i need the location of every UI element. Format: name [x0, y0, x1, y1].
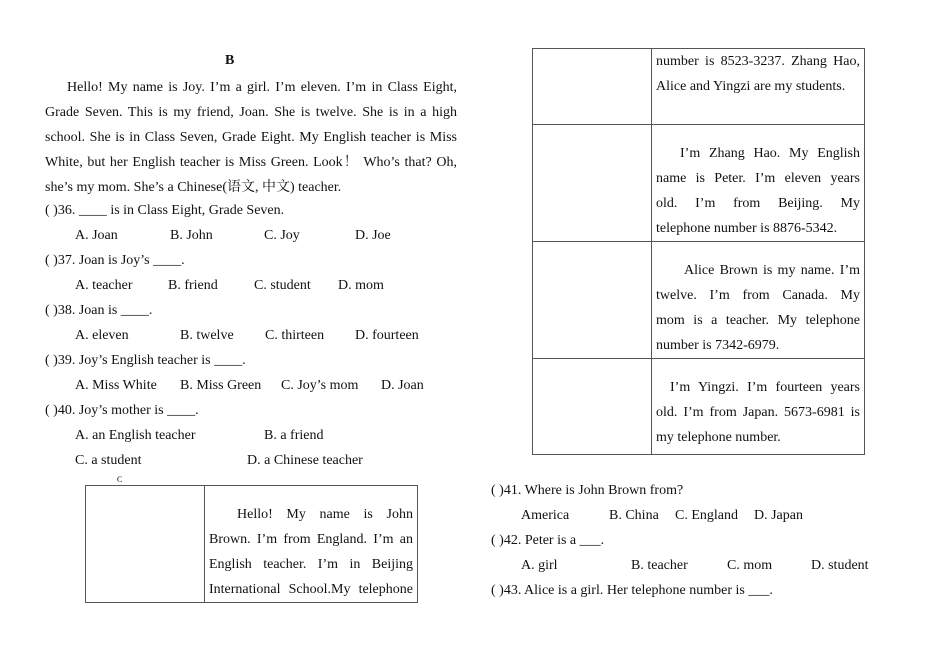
section-b-title: B	[225, 53, 235, 68]
option-39a: A. Miss White	[75, 378, 157, 393]
text-cell	[652, 242, 865, 359]
section-c-label: C	[117, 475, 123, 484]
card-line: International School.My telephone	[209, 582, 413, 597]
question-38: ( )38. Joan is ____.	[45, 303, 153, 318]
option-36b: B. John	[170, 228, 213, 243]
card-line: number is 7342-6979.	[656, 338, 780, 353]
option-38b: B. twelve	[180, 328, 234, 343]
text-cell	[652, 125, 865, 242]
info-table-right	[532, 48, 865, 455]
text-cell	[205, 486, 418, 603]
question-39: ( )39. Joy’s English teacher is ____.	[45, 353, 246, 368]
option-38d: D. fourteen	[355, 328, 419, 343]
passage-line: she’s my mom. She’s a Chinese(语文, 中文) teacher.	[45, 180, 342, 195]
photo-cell	[533, 125, 652, 242]
option-40a: A. an English teacher	[75, 428, 196, 443]
question-43: ( )43. Alice is a girl. Her telephone number is ___.	[491, 583, 773, 598]
card-line: English teacher. I’m in Beijing	[209, 557, 413, 572]
option-36a: A. Joan	[75, 228, 118, 243]
option-39d: D. Joan	[381, 378, 424, 393]
question-37: ( )37. Joan is Joy’s ____.	[45, 253, 185, 268]
card-line: old. I’m from Beijing. My	[656, 196, 860, 211]
option-40b: B. a friend	[264, 428, 324, 443]
option-41c: C. England	[675, 508, 738, 523]
option-36d: D. Joe	[355, 228, 391, 243]
card-line: number is 8523-3237. Zhang Hao,	[656, 54, 860, 69]
card-line: twelve. I’m from Canada. My	[656, 288, 860, 303]
card-line: Alice Brown is my name. I’m	[684, 263, 860, 278]
option-42a: A. girl	[521, 558, 558, 573]
reading-passage	[45, 75, 457, 200]
photo-cell	[86, 486, 205, 603]
photo-cell	[533, 242, 652, 359]
option-37d: D. mom	[338, 278, 384, 293]
passage-line: school. She is in Class Seven, Grade Eight. My English teacher is Miss	[45, 130, 457, 145]
card-line: name is Peter. I’m eleven years	[656, 171, 860, 186]
question-40: ( )40. Joy’s mother is ____.	[45, 403, 199, 418]
option-42b: B. teacher	[631, 558, 688, 573]
option-40c: C. a student	[75, 453, 142, 468]
photo-cell	[533, 49, 652, 125]
option-37c: C. student	[254, 278, 311, 293]
option-42d: D. student	[811, 558, 869, 573]
card-line: telephone number is 8876-5342.	[656, 221, 838, 236]
option-37b: B. friend	[168, 278, 218, 293]
option-42c: C. mom	[727, 558, 773, 573]
card-line: Brown. I’m from England. I’m an	[209, 532, 413, 547]
text-cell	[652, 359, 865, 455]
card-line: mom is a teacher. My telephone	[656, 313, 860, 328]
option-36c: C. Joy	[264, 228, 300, 243]
option-37a: A. teacher	[75, 278, 133, 293]
passage-line: Grade Seven. This is my friend, Joan. She is twelve. She is in a high	[45, 105, 457, 120]
option-38c: C. thirteen	[265, 328, 325, 343]
question-41: ( )41. Where is John Brown from?	[491, 483, 684, 498]
card-line: my telephone number.	[656, 430, 781, 445]
card-line: Hello! My name is John	[237, 507, 413, 522]
option-39b: B. Miss Green	[180, 378, 262, 393]
card-line: old. I’m from Japan. 5673-6981 is	[656, 405, 860, 420]
option-41d: D. Japan	[754, 508, 803, 523]
card-line: I’m Zhang Hao. My English	[680, 146, 860, 161]
card-line: Alice and Yingzi are my students.	[656, 79, 846, 94]
option-40d: D. a Chinese teacher	[247, 453, 363, 468]
text-cell	[652, 49, 865, 125]
info-table-left	[85, 485, 418, 603]
option-38a: A. eleven	[75, 328, 129, 343]
option-41a: America	[521, 508, 570, 523]
photo-cell	[533, 359, 652, 455]
passage-line: White, but her English teacher is Miss Green. Look！ Who’s that? Oh,	[45, 155, 457, 170]
card-line: I’m Yingzi. I’m fourteen years	[670, 380, 860, 395]
question-36: ( )36. ____ is in Class Eight, Grade Seven.	[45, 203, 285, 218]
option-41b: B. China	[609, 508, 659, 523]
option-39c: C. Joy’s mom	[281, 378, 359, 393]
question-42: ( )42. Peter is a ___.	[491, 533, 605, 548]
passage-line: Hello! My name is Joy. I’m a girl. I’m eleven. I’m in Class Eight,	[67, 80, 457, 95]
